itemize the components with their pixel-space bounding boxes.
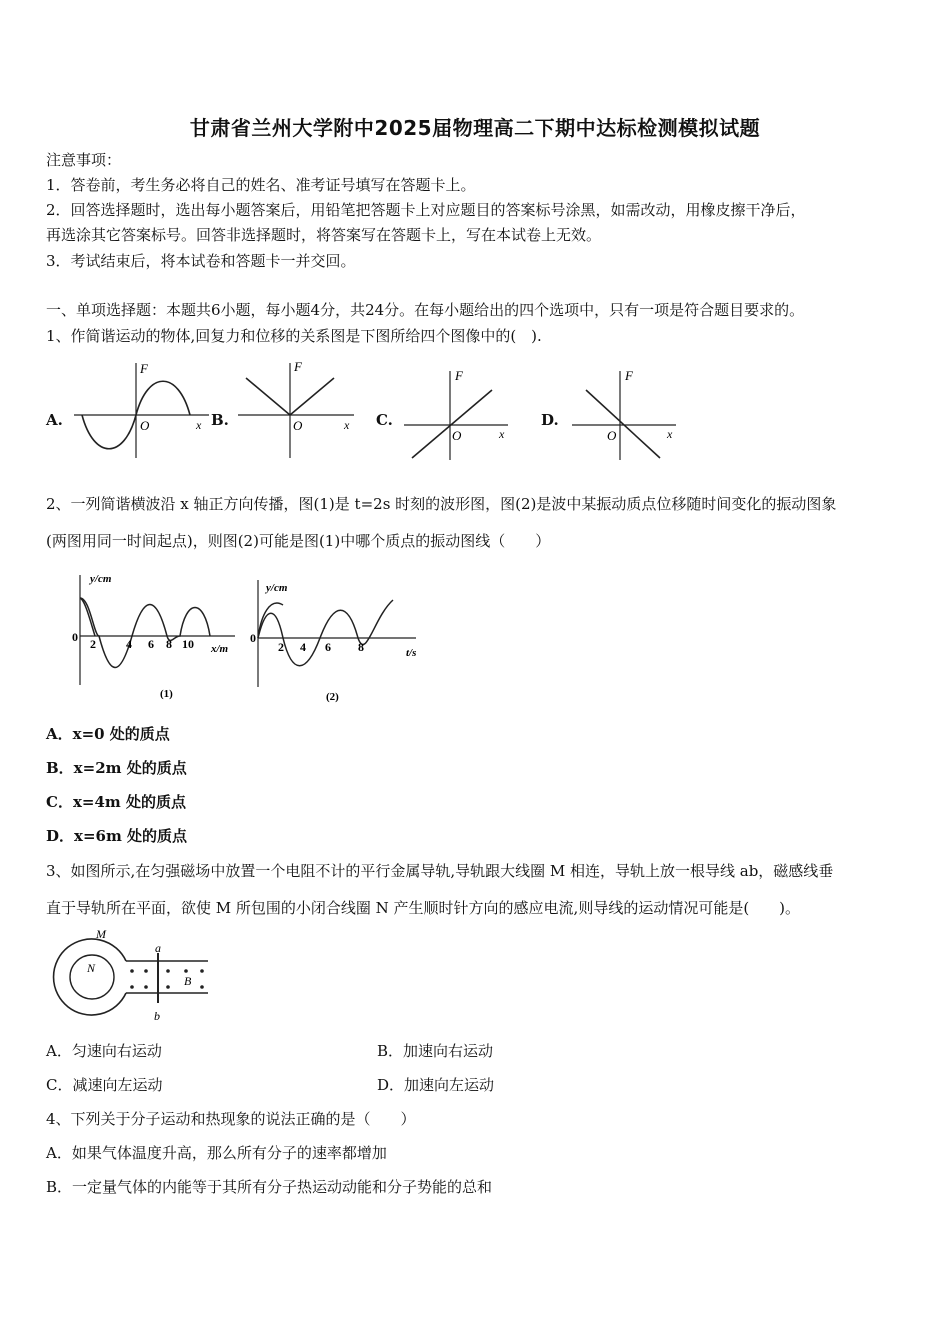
q2-stem-line2: (两图用同一时间起点)，则图(2)可能是图(1)中哪个质点的振动图线（ ）: [46, 532, 551, 550]
q2f2-caption: (2): [326, 691, 339, 703]
q3-stem-line2: 直于导轨所在平面，欲使 M 所包围的小闭合线圈 N 产生顺时针方向的感应电流,则导线的运动情况可能是( )。: [46, 899, 801, 917]
q3-stem-line1: 3、如图所示,在匀强磁场中放置一个电阻不计的平行金属导轨,导轨跟大线圈 M 相连，导轨上放一根导线 ab，磁感线垂: [46, 862, 834, 880]
notice-item-2-cont: 再选涂其它答案标号。回答非选择题时，将答案写在答题卡上，写在本试卷上无效。: [46, 226, 602, 244]
q1-option-b-label: B.: [211, 411, 229, 429]
q1b-axis-f: F: [294, 360, 302, 374]
q1c-axis-x: x: [499, 427, 505, 441]
q3-label-n: N: [87, 961, 96, 975]
q1-graph-a: [74, 360, 214, 460]
page-title: 甘肃省兰州大学附中2025届物理高二下期中达标检测模拟试题: [189, 116, 761, 140]
q3-label-field: B: [184, 974, 192, 988]
q3-figure-coil-rails: [40, 925, 220, 1025]
q2f2-tick-8: 8: [358, 640, 364, 654]
q2f2-ylabel: y/cm: [266, 582, 288, 594]
q3-option-b: B．加速向右运动: [377, 1042, 494, 1060]
q2f2-tick-6: 6: [325, 640, 331, 654]
q2f1-tick-4: 4: [126, 637, 132, 651]
q4-stem: 4、下列关于分子运动和热现象的说法正确的是（ ）: [46, 1110, 416, 1128]
q2-figure-2-vibration: [248, 575, 438, 710]
q2f2-tick-4: 4: [300, 640, 306, 654]
q2f1-tick-8: 8: [166, 637, 172, 651]
q2f1-origin: 0: [72, 630, 78, 644]
q1b-origin: O: [293, 418, 303, 433]
q3-option-a: A．匀速向右运动: [46, 1042, 162, 1060]
q4-option-b: B．一定量气体的内能等于其所有分子热运动动能和分子势能的总和: [46, 1178, 493, 1196]
q2f1-caption: (1): [160, 688, 173, 700]
q1d-origin: O: [607, 428, 617, 443]
q3-label-a: a: [155, 941, 161, 955]
q2-option-c: C．x=4m 处的质点: [46, 793, 186, 811]
q2-option-b: B．x=2m 处的质点: [46, 759, 187, 777]
q2-figure-1-wave: [70, 570, 250, 710]
q1-option-c-label: C.: [376, 411, 393, 429]
q1-graph-d: [572, 368, 682, 463]
notice-item-2: 2．回答选择题时，选出每小题答案后，用铅笔把答题卡上对应题目的答案标号涂黑，如需改动，用橡皮擦干净后，: [46, 201, 806, 219]
q1a-origin: O: [140, 418, 150, 433]
q3-option-d: D．加速向左运动: [377, 1076, 495, 1094]
q1-stem: 1、作简谐运动的物体,回复力和位移的关系图是下图所给四个图像中的( ).: [46, 327, 542, 345]
notice-item-1: 1．答卷前，考生务必将自己的姓名、准考证号填写在答题卡上。: [46, 176, 476, 194]
q2f1-xlabel: x/m: [211, 643, 229, 655]
q2f1-ylabel: y/cm: [90, 573, 112, 585]
q1c-axis-f: F: [455, 368, 463, 383]
q1b-axis-x: x: [344, 418, 350, 432]
q2f2-xlabel: t/s: [406, 647, 417, 659]
q1a-axis-f: F: [140, 361, 148, 376]
q1-graph-b: [238, 360, 358, 460]
q3-label-m: M: [96, 927, 106, 941]
q2-option-d: D．x=6m 处的质点: [46, 827, 188, 845]
q4-option-a: A．如果气体温度升高，那么所有分子的速率都增加: [46, 1144, 387, 1162]
q3-option-c: C．减速向左运动: [46, 1076, 163, 1094]
notice-item-3: 3．考试结束后，将本试卷和答题卡一并交回。: [46, 252, 356, 270]
q1-option-d-label: D.: [541, 411, 559, 429]
notice-heading: 注意事项：: [46, 151, 122, 169]
q1-graph-c: [404, 368, 514, 463]
q3-label-b: b: [154, 1009, 160, 1023]
q2f1-tick-6: 6: [148, 637, 154, 651]
section-heading: 一、单项选择题：本题共6小题，每小题4分，共24分。在每小题给出的四个选项中，只有一项是符合题目要求的。: [46, 301, 805, 319]
q2f1-tick-2: 2: [90, 637, 96, 651]
q1c-origin: O: [452, 428, 462, 443]
q2f1-tick-10: 10: [182, 637, 194, 651]
q2f2-origin: 0: [250, 631, 256, 645]
q1d-axis-f: F: [625, 368, 633, 383]
q2f2-tick-2: 2: [278, 640, 284, 654]
q1a-axis-x: x: [196, 418, 202, 432]
q2-stem-line1: 2、一列简谐横波沿 x 轴正方向传播，图(1)是 t=2s 时刻的波形图，图(2)是波中某振动质点位移随时间变化的振动图象: [46, 495, 837, 513]
q1-option-a-label: A.: [46, 411, 63, 429]
q1d-axis-x: x: [667, 427, 673, 441]
q2-option-a: A．x=0 处的质点: [46, 725, 170, 743]
